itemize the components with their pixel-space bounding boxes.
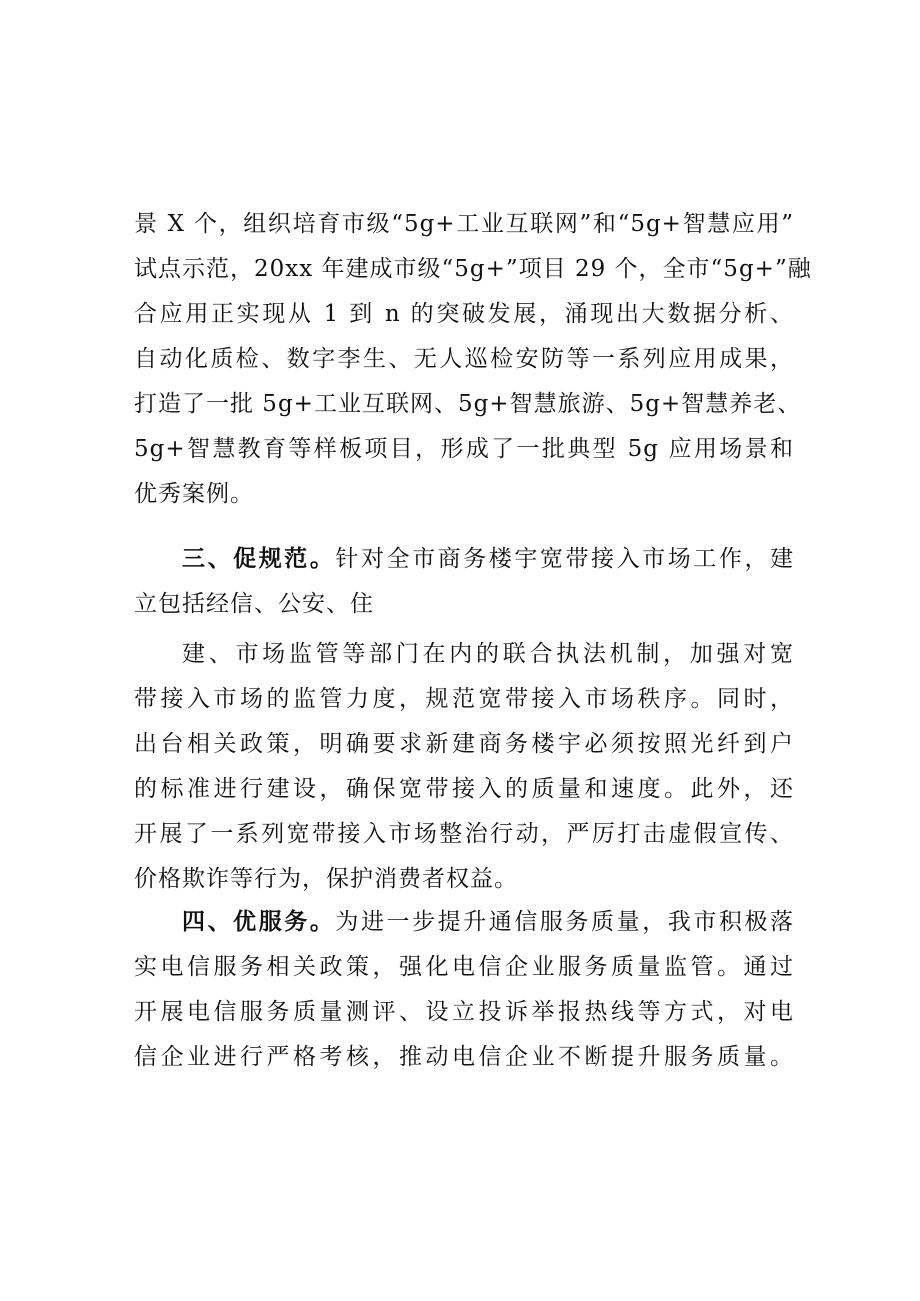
text-line: 出台相关政策，明确要求新建商务楼宇必须按照光纤到户 <box>134 731 794 757</box>
text-line: 自动化质检、数字李生、无人巡检安防等一系列应用成果， <box>134 346 794 372</box>
paragraph-joint-enforcement <box>134 632 794 902</box>
paragraph-5g-applications <box>134 202 812 517</box>
text-line: 实电信服务相关政策，强化电信企业服务质量监管。通过 <box>134 954 794 980</box>
text-run: 针对全市商务楼宇宽带接入市场工作，建 <box>335 546 795 572</box>
text-line: 的标准进行建设，确保宽带接入的质量和速度。此外，还 <box>134 776 794 802</box>
text-run: 为进一步提升通信服务质量，我市积极落 <box>335 909 795 935</box>
text-line <box>134 900 794 945</box>
paragraph-service <box>134 900 794 1080</box>
text-line: 优秀案例。 <box>134 481 254 507</box>
text-line: 合应用正实现从 1 到 n 的突破发展，涌现出大数据分析、 <box>134 301 794 327</box>
text-line <box>134 537 794 582</box>
text-line: 试点示范，20xx 年建成市级“5g+”项目 29 个，全市“5g+”融 <box>134 256 812 282</box>
paragraph-regulation <box>134 537 794 627</box>
text-line: 景 X 个，组织培育市级“5g+工业互联网”和“5g+智慧应用” <box>134 211 794 237</box>
text-line: 开展了一系列宽带接入市场整治行动，严厉打击虚假宣传、 <box>134 821 794 847</box>
text-line: 建、市场监管等部门在内的联合执法机制，加强对宽 <box>182 641 794 667</box>
text-line: 信企业进行严格考核，推动电信企业不断提升服务质量。 <box>134 1044 794 1070</box>
text-line: 带接入市场的监管力度，规范宽带接入市场秩序。同时， <box>134 686 794 712</box>
text-line: 价格欺诈等行为，保护消费者权益。 <box>134 866 518 892</box>
text-line: 立包括经信、公安、住 <box>134 591 374 617</box>
section-heading: 三、促规范。 <box>182 546 336 572</box>
text-line: 开展电信服务质量测评、设立投诉举报热线等方式，对电 <box>134 999 794 1025</box>
section-heading: 四、优服务。 <box>182 909 336 935</box>
text-line: 5g+智慧教育等样板项目，形成了一批典型 5g 应用场景和 <box>134 436 794 462</box>
text-line: 打造了一批 5g+工业互联网、5g+智慧旅游、5g+智慧养老、 <box>134 391 802 417</box>
